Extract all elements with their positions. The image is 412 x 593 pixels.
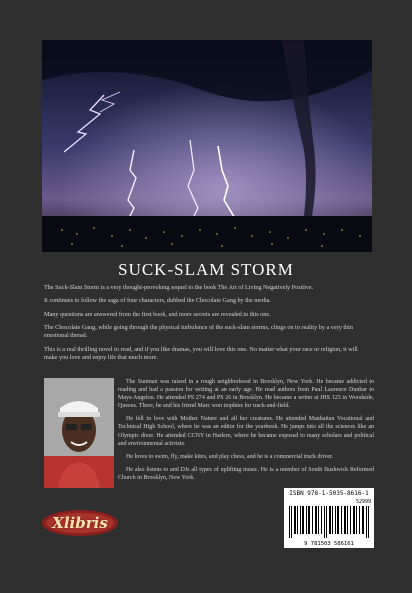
- storm-illustration: [42, 40, 372, 252]
- bio-paragraph: He also listens to and DJs all types of uplifting music. He is a member of South Bushwick Reformed Church in Brooklyn, New York.: [118, 466, 374, 481]
- author-portrait-illustration: [44, 378, 114, 488]
- author-bio: [118, 378, 374, 487]
- synopsis-paragraph: Many questions are answered from the first book, and more secrets are revealed in this one.: [44, 310, 271, 318]
- logo-text: Xlibris: [52, 514, 108, 532]
- synopsis-paragraph: The Suck-Slam Storm is a very thought-provoking sequel to the book The Art of Living Negatively Positive.: [44, 284, 314, 291]
- synopsis-paragraph: The Chocolate Gang, while going through the physical turbulence of the suck-slam storms, clings on to reality by a very thin emotional thread.: [44, 324, 353, 340]
- storm-photo: [42, 40, 372, 252]
- isbn-barcode: [284, 488, 374, 548]
- synopsis-paragraph: It continues to follow the saga of four characters, dubbed the Chocolate Gang by the media.: [44, 297, 271, 305]
- book-title: SUCK-SLAM STORM: [118, 260, 294, 279]
- barcode-number: 9 781503 586161: [304, 541, 354, 547]
- isbn-label: ISBN 978-1-5035-8616-1: [289, 490, 369, 497]
- barcode-bars: [288, 506, 370, 538]
- author-photo: [44, 378, 114, 488]
- price-code: 52999: [355, 499, 371, 505]
- synopsis: [44, 284, 372, 368]
- synopsis-paragraph: This is a real thrilling novel to read, and if you like dramas, you will love this one. No matter what your race or religion, it will make you love and enjoy life that much more.: [44, 345, 358, 362]
- bio-paragraph: He loves to swim, fly, make kites, and play chess, and he is a commercial truck driver.: [126, 453, 334, 460]
- publisher-logo: [40, 508, 120, 538]
- bio-paragraph: The Sunman was raised in a rough neighborhood in Brooklyn, New York. He became addicted to reading and had a passion for writing at an early age. He read authors from Paul Laurence Dunbar to Maya Angelou. He attended PS 274 and PS 26 in Brooklyn. He became a writer at JHS 125 in Woodside, Queens. There, he and his friend Marc won trophies for track-and-field.: [118, 379, 374, 410]
- bio-paragraph: He fell in love with Mother Nature and all her creatures. He attended Manhattan Vocational and Technical High School, where he was an editor for the yearbook. He jumps into all the sciences like an Olympic diver. He attended CCNY in Harlem, where he became exposed to many scholars and political and environmental activists.: [118, 416, 374, 447]
